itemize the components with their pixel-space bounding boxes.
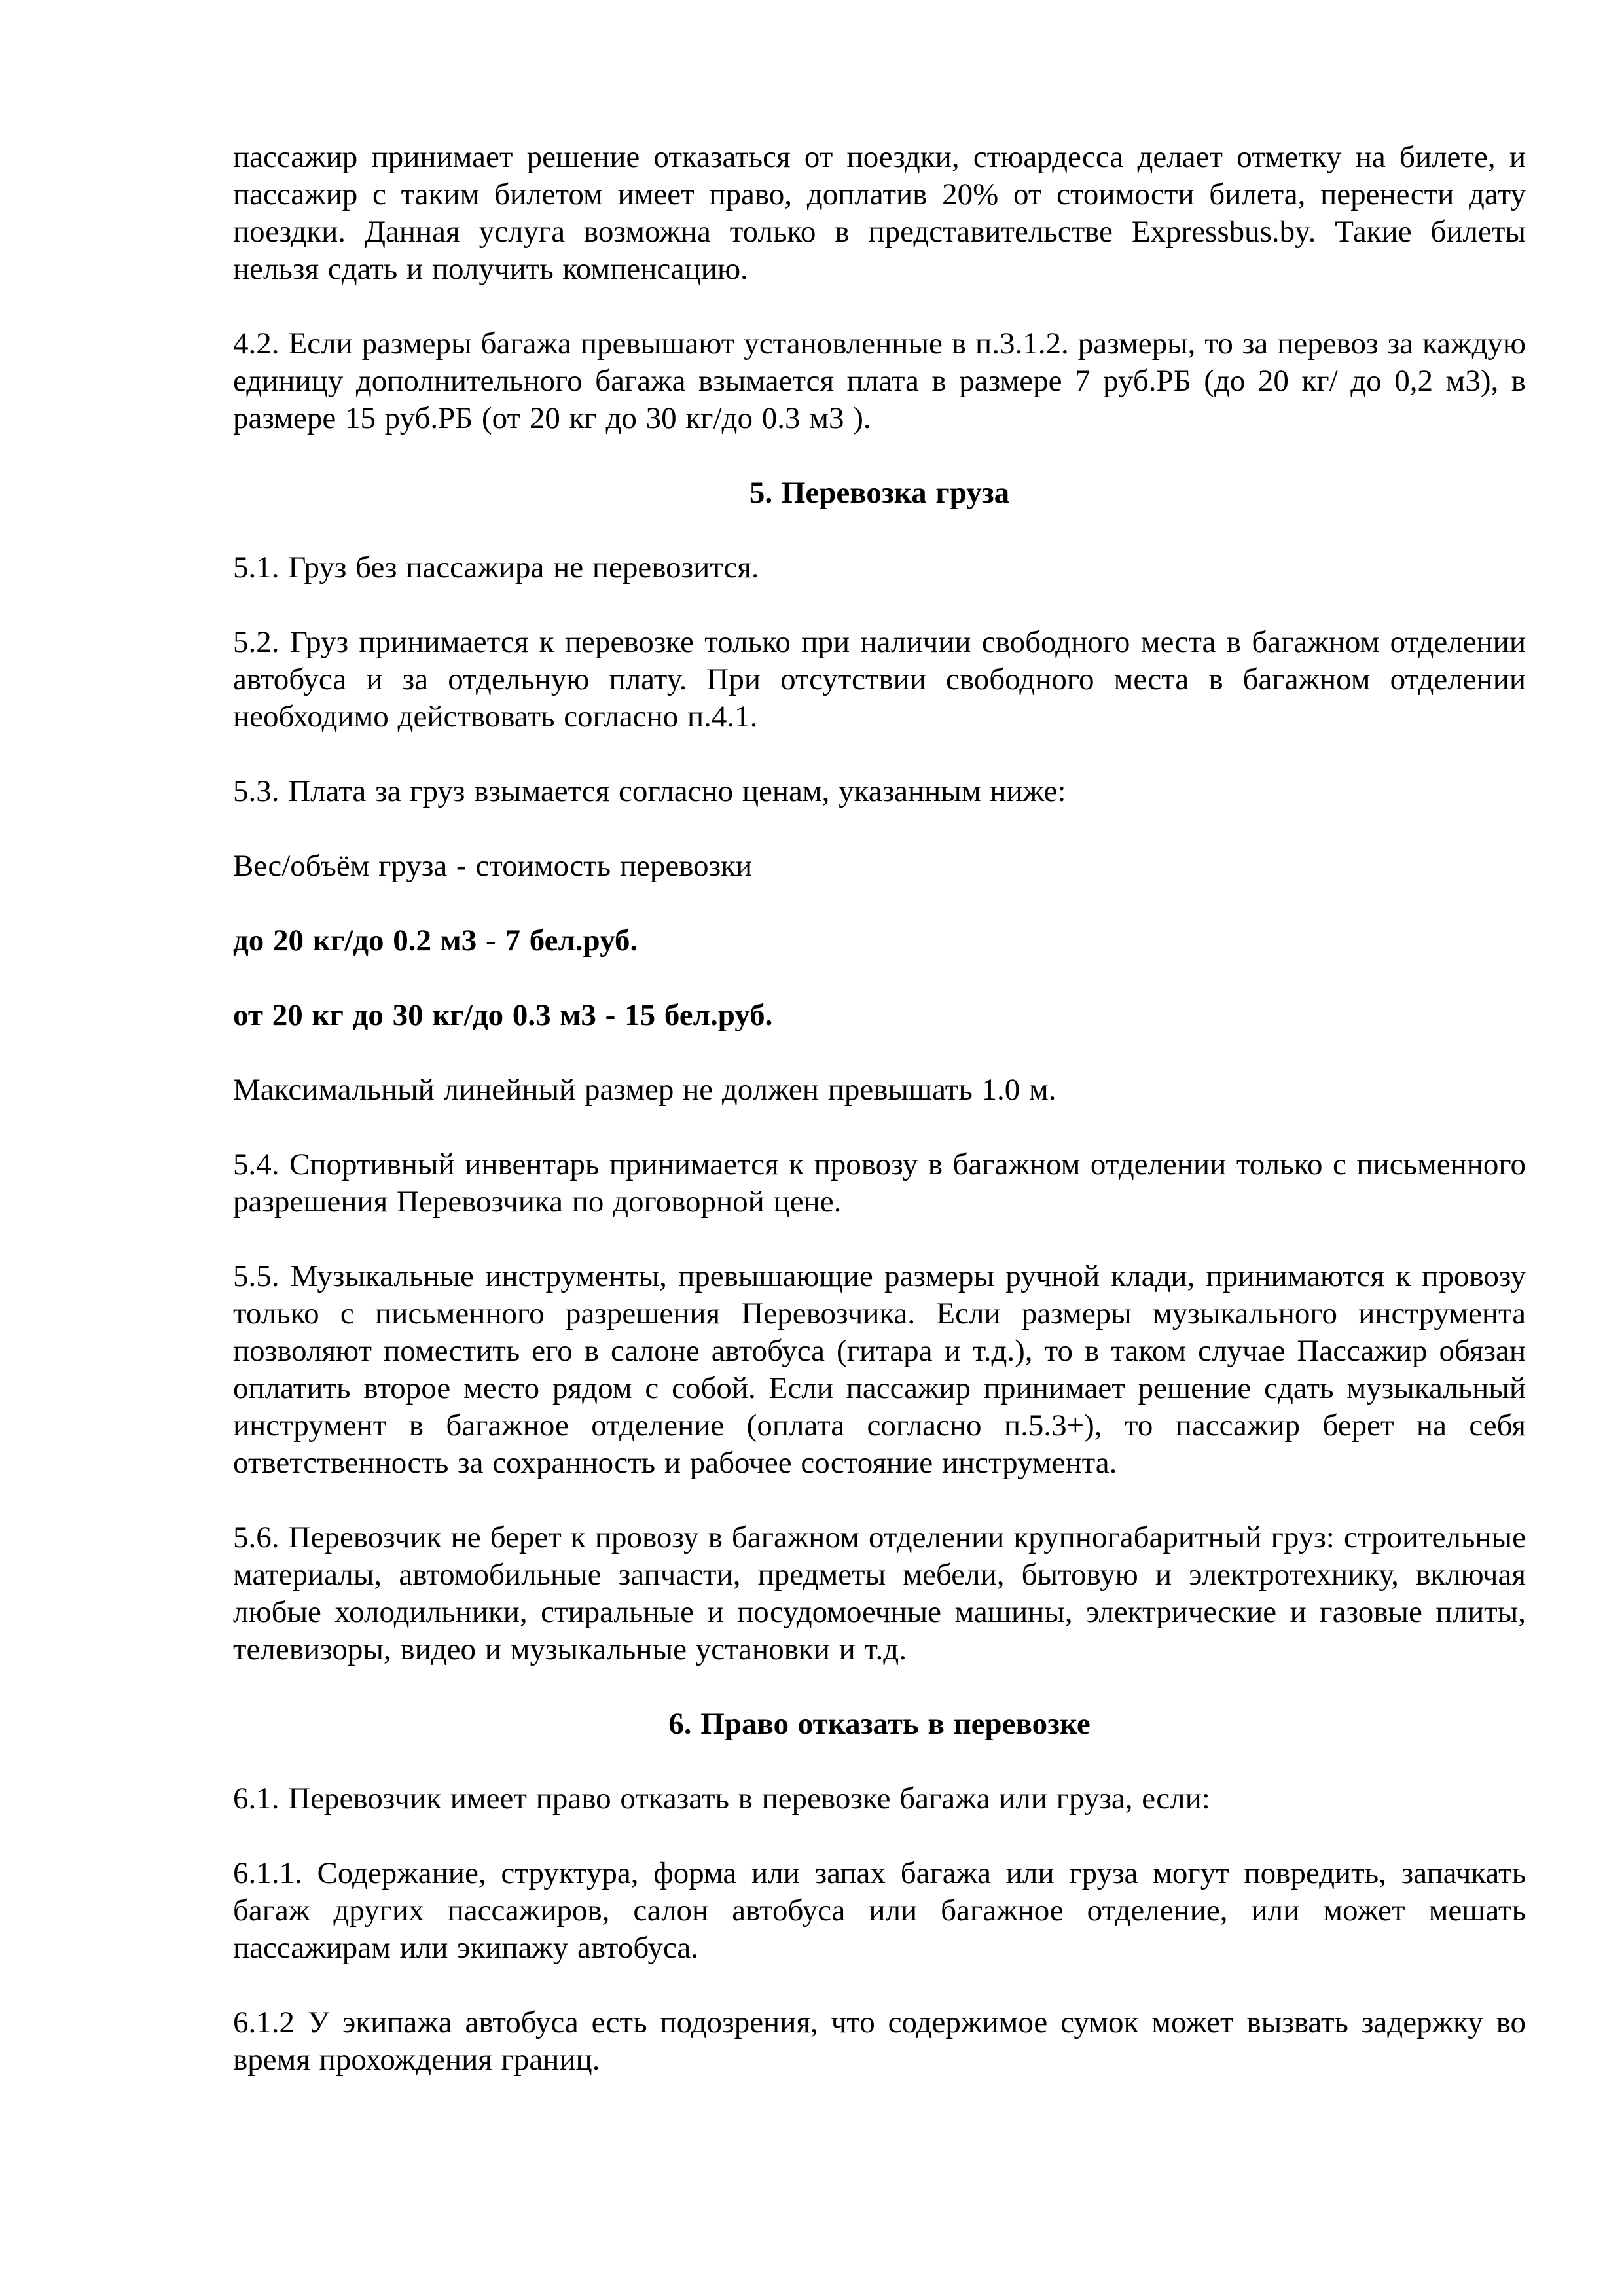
document-paragraph: 5.1. Груз без пассажира не перевозится. [233, 550, 759, 584]
document-paragraph: 5.5. Музыкальные инструменты, превышающие размеры ручной клади, принимаются к провозу только с письменного разрешения Перевозчика. Если размеры музыкального инструмента позволяют поместить его в салоне автобуса (гитара и т.д.), то в таком случае Пассажир обязан оплатить второе место рядом с собой. Если пассажир принимает решение сдать музыкальный инструмент в багажное отделение (оплата согласно п.5.3+), то пассажир берет на себя ответственность за сохранность и рабочее состояние инструмента. [233, 1259, 1526, 1480]
document-paragraph: 5.3. Плата за груз взымается согласно ценам, указанным ниже: [233, 774, 1066, 808]
document-paragraph: от 20 кг до 30 кг/до 0.3 м3 - 15 бел.руб. [233, 998, 773, 1032]
document-paragraph: Вес/объём груза - стоимость перевозки [233, 849, 753, 883]
document-paragraph: 5.4. Спортивный инвентарь принимается к провозу в багажном отделении только с письменного разрешения Перевозчика по договорной цене. [233, 1147, 1526, 1219]
document-paragraph: 4.2. Если размеры багажа превышают установленные в п.3.1.2. размеры, то за перевоз за каждую единицу дополнительного багажа взымается плата в размере 7 руб.РБ (до 20 кг/ до 0,2 м3), в размере 15 руб.РБ (от 20 кг до 30 кг/до 0.3 м3 ). [233, 327, 1526, 435]
document-paragraph: Максимальный линейный размер не должен превышать 1.0 м. [233, 1073, 1056, 1107]
document-content [233, 139, 1526, 2079]
document-paragraph: пассажир принимает решение отказаться от поездки, стюардесса делает отметку на билете, и пассажир с таким билетом имеет право, доплатив 20% от стоимости билета, перенести дату поездки. Данная услуга возможна только в представительстве Expressbus.by. Такие билеты нельзя сдать и получить компенсацию. [233, 140, 1526, 286]
document-paragraph: до 20 кг/до 0.2 м3 - 7 бел.руб. [233, 924, 638, 958]
document-paragraph: 6.1.1. Содержание, структура, форма или запах багажа или груза могут повредить, запачкать багаж других пассажиров, салон автобуса или багажное отделение, или может мешать пассажирам или экипажу автобуса. [233, 1856, 1526, 1965]
document-paragraph: 6.1. Перевозчик имеет право отказать в перевозке багажа или груза, если: [233, 1782, 1210, 1816]
document-paragraph: 6.1.2 У экипажа автобуса есть подозрения, что содержимое сумок может вызвать задержку во время прохождения границ. [233, 2005, 1526, 2077]
document-paragraph: 5.2. Груз принимается к перевозке только при наличии свободного места в багажном отделении автобуса и за отдельную плату. При отсутствии свободного места в багажном отделении необходимо действовать согласно п.4.1. [233, 625, 1526, 734]
section-heading: 6. Право отказать в перевозке [668, 1707, 1091, 1741]
section-heading: 5. Перевозка груза [749, 476, 1010, 510]
document-paragraph: 5.6. Перевозчик не берет к провозу в багажном отделении крупногабаритный груз: строительные материалы, автомобильные запчасти, предметы мебели, бытовую и электротехнику, включая любые холодильники, стиральные и посудомоечные машины, электрические и газовые плиты, телевизоры, видео и музыкальные установки и т.д. [233, 1520, 1526, 1666]
